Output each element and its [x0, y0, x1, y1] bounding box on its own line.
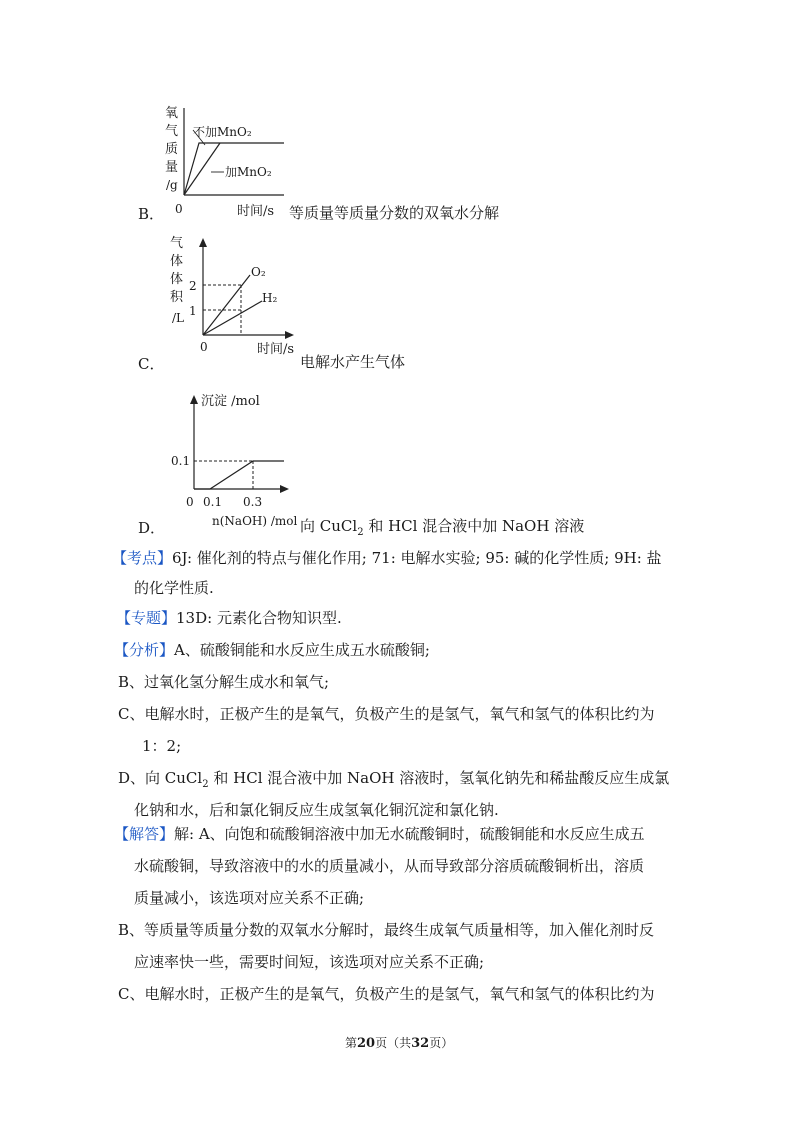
chart-c-ylabel-2: 体 [170, 254, 184, 269]
kaodian-tag: 【考点】 [112, 549, 173, 567]
jieda-tag: 【解答】 [114, 825, 175, 843]
page-footer [345, 1034, 453, 1051]
chart-d [0, 0, 310, 540]
chart-c-line2-label: H₂ [262, 291, 278, 305]
chart-b-line2-label: 加MnO₂ [225, 165, 272, 179]
option-c-caption: 电解水产生气体 [300, 353, 406, 371]
chart-b-origin: 0 [175, 202, 183, 216]
jieda-line-a1 [114, 824, 645, 844]
kaodian-text-1: 6J: 催化剂的特点与催化作用; 71: 电解水实验; 95: 碱的化学性质; 9H: 盐 [172, 549, 662, 567]
kaodian-line-1 [112, 548, 662, 568]
chart-b-ylabel-5: /g [166, 178, 178, 192]
chart-d-origin: 0 [186, 495, 194, 509]
chart-c-xlabel: 时间/s [257, 342, 295, 357]
chart-c-origin: 0 [200, 340, 208, 354]
footer-total: 32 [411, 1036, 430, 1051]
jieda-c1: C、电解水时，正极产生的是氧气，负极产生的是氢气，氧气和氢气的体积比约为 [118, 985, 655, 1003]
jieda-a1: 解: A、向饱和硫酸铜溶液中加无水硫酸铜时，硫酸铜能和水反应生成五 [174, 825, 645, 843]
chart-d-x-arrow [280, 485, 289, 493]
chart-c-ylabel-4: 积 [170, 290, 184, 305]
zhuanti-tag: 【专题】 [116, 609, 177, 627]
option-c-letter: C． [138, 355, 165, 373]
footer-mid: 页（共 [375, 1036, 412, 1050]
jieda-b1: B、等质量等质量分数的双氧水分解时，最终生成氧气质量相等，加入催化剂时反 [118, 921, 655, 939]
option-d-letter: D． [138, 519, 166, 537]
chart-d-xtick-1: 0.1 [203, 495, 223, 509]
chart-b-ylabel-1: 氧 [165, 106, 179, 121]
chart-b-line1-label: 不加MnO₂ [193, 125, 252, 139]
chart-b-ylabel-4: 量 [165, 160, 179, 175]
fenxi-b: B、过氧化氢分解生成水和氧气; [118, 673, 330, 691]
chart-c-ylabel-3: 体 [170, 272, 184, 287]
chart-d-xtick-2: 0.3 [243, 495, 263, 509]
option-d-caption-sub: 2 [357, 527, 364, 538]
fenxi-d-sub: 2 [202, 779, 209, 790]
fenxi-d-2: 化钠和水，后和氯化铜反应生成氢氧化铜沉淀和氯化钠. [134, 801, 499, 819]
footer-pre: 第 [345, 1036, 358, 1050]
chart-d-ytick: 0.1 [171, 454, 191, 468]
footer-page: 20 [357, 1036, 376, 1051]
jieda-b2: 应速率快一些，需要时间短，该选项对应关系不正确; [134, 953, 485, 971]
fenxi-tag: 【分析】 [114, 641, 175, 659]
zhuanti-text: 13D: 元素化合物知识型. [176, 609, 342, 627]
chart-b-xlabel: 时间/s [237, 204, 275, 219]
option-d-caption-pre: 向 CuCl [300, 517, 358, 535]
option-d-caption-post: 和 HCl 混合液中加 NaOH 溶液 [363, 517, 585, 535]
jieda-a3: 质量减小，该选项对应关系不正确; [134, 889, 365, 907]
fenxi-c-1: C、电解水时，正极产生的是氧气，负极产生的是氢气，氧气和氢气的体积比约为 [118, 705, 655, 723]
chart-c-ylabel-1: 气 [170, 236, 184, 251]
footer-post: 页） [429, 1036, 454, 1050]
chart-c-ylabel-5: /L [172, 311, 185, 325]
chart-b-ylabel-2: 气 [165, 124, 179, 139]
chart-d-xlabel: n(NaOH) /mol [212, 514, 298, 528]
fenxi-d-1 [118, 768, 669, 795]
chart-c-line1-label: O₂ [251, 265, 266, 279]
fenxi-c-2: 1：2; [142, 737, 182, 755]
chart-d-ylabel: 沉淀 /mol [201, 394, 260, 409]
option-b-letter: B． [138, 205, 165, 223]
fenxi-d-pre: D、向 CuCl [118, 769, 203, 787]
option-d-caption [300, 516, 584, 543]
fenxi-d-post: 和 HCl 混合液中加 NaOH 溶液时，氢氧化钠先和稀盐酸反应生成氯 [208, 769, 670, 787]
chart-b-ylabel-3: 质 [165, 142, 179, 157]
jieda-a2: 水硫酸铜，导致溶液中的水的质量减小，从而导致部分溶质硫酸铜析出，溶质 [134, 857, 645, 875]
fenxi-a: A、硫酸铜能和水反应生成五水硫酸铜; [174, 641, 430, 659]
fenxi-line-a [114, 640, 430, 660]
chart-c-ytick-1: 1 [189, 304, 197, 318]
chart-d-line [194, 461, 284, 489]
kaodian-line-2: 的化学性质. [134, 579, 214, 597]
chart-d-y-arrow [190, 395, 198, 404]
option-b-caption: 等质量等质量分数的双氧水分解 [289, 204, 500, 222]
chart-c-ytick-2: 2 [189, 279, 197, 293]
zhuanti-line [116, 608, 342, 628]
